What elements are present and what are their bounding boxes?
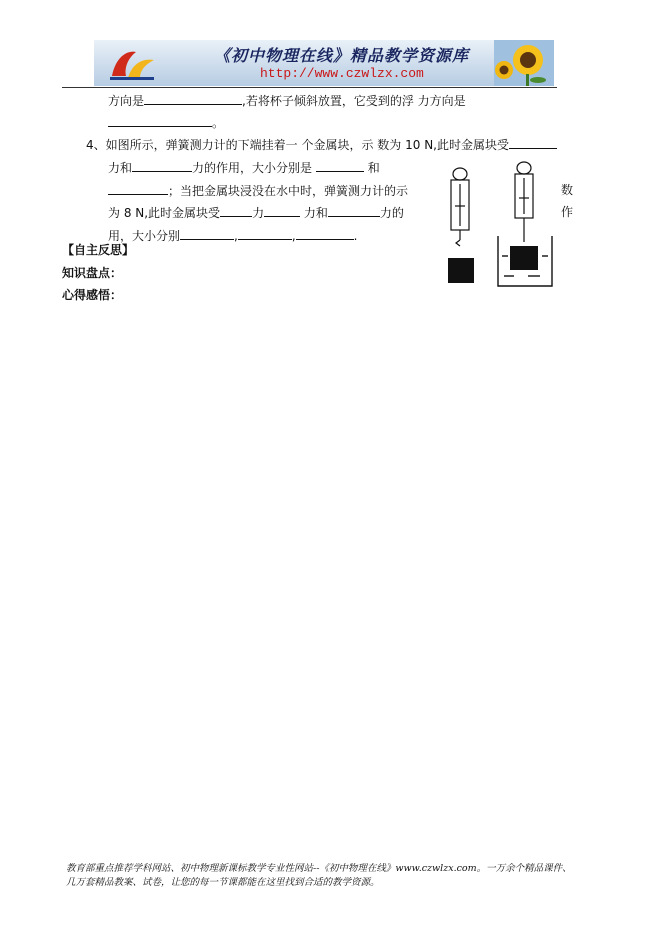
question-4-line-3-end: 数 [561, 183, 574, 197]
header-banner [94, 40, 554, 86]
answer-blank[interactable] [264, 204, 300, 217]
answer-blank[interactable] [238, 227, 292, 240]
text: 力和 [108, 161, 133, 175]
footer-line-2: 几万套精品教案、试卷，让您的每一节课都能在这里找到合适的教学资源。 [66, 877, 380, 888]
banner-url[interactable]: http://www.czwlzx.com [260, 66, 424, 81]
reflection-heading: 【自主反思】 [62, 243, 135, 257]
answer-blank[interactable] [132, 159, 192, 172]
footer-line-1: 教育部重点推荐学科网站、初中物理新课标教学专业性网站--《初中物理在线》www.czwlzx.com。一万余个精品课件、 [66, 863, 572, 874]
question-4-line-3 [108, 182, 408, 199]
answer-blank[interactable] [328, 204, 380, 217]
text: 力 [252, 206, 265, 220]
continuation-line-2 [108, 114, 224, 131]
text: . [353, 229, 358, 243]
question-4-line-5 [108, 227, 358, 244]
text: , [234, 229, 238, 243]
knowledge-review-label: 知识盘点： [62, 266, 123, 280]
text: , [291, 229, 296, 243]
text: 和 [367, 161, 380, 175]
answer-blank[interactable] [316, 159, 364, 172]
answer-blank[interactable] [220, 204, 252, 217]
question-4-line-4-end: 作 [561, 205, 574, 219]
text: 力和 [303, 206, 328, 220]
text: ,若将杯子倾斜放置，它受到的浮 [242, 94, 414, 108]
text: 如图所示，弹簧测力计的下端挂着一 [105, 138, 298, 152]
spring-scale-in-air [451, 168, 469, 246]
sunflower-icon [494, 40, 554, 86]
text: 用，大小分别 [108, 229, 181, 243]
text: 方向是 [108, 94, 145, 108]
text: 。 [212, 116, 225, 130]
footer-note [66, 862, 606, 890]
answer-blank[interactable] [296, 227, 354, 240]
question-number: 4、 [86, 138, 106, 152]
insight-label: 心得感悟： [62, 288, 123, 302]
metal-block-in-air [448, 258, 474, 283]
text: 力的作用，大小分别是 [192, 161, 313, 175]
question-4-line-1 [86, 136, 557, 153]
answer-blank[interactable] [108, 114, 212, 127]
text: 力的 [379, 206, 404, 220]
answer-blank[interactable] [144, 92, 242, 105]
answer-blank[interactable] [509, 136, 557, 149]
text: 为 8 N,此时金属块受 [108, 206, 221, 220]
answer-blank[interactable] [108, 182, 168, 195]
spring-scale-diagram [440, 158, 558, 290]
text: 个金属块，示 数为 10 N,此时金属块受 [301, 138, 509, 152]
answer-blank[interactable] [180, 227, 234, 240]
header-rule [62, 87, 557, 88]
continuation-line-1 [108, 92, 466, 109]
text: ；当把金属块浸没在水中时，弹簧测力计的示 [168, 184, 409, 198]
spring-scale-in-water [515, 162, 533, 242]
question-4-line-2 [108, 159, 380, 176]
text: 力方向是 [417, 94, 466, 108]
banner-title: 《初中物理在线》精品教学资源库 [214, 46, 470, 65]
site-logo-icon [106, 46, 158, 82]
question-4-line-4 [108, 204, 404, 221]
metal-block-submerged [510, 246, 538, 270]
